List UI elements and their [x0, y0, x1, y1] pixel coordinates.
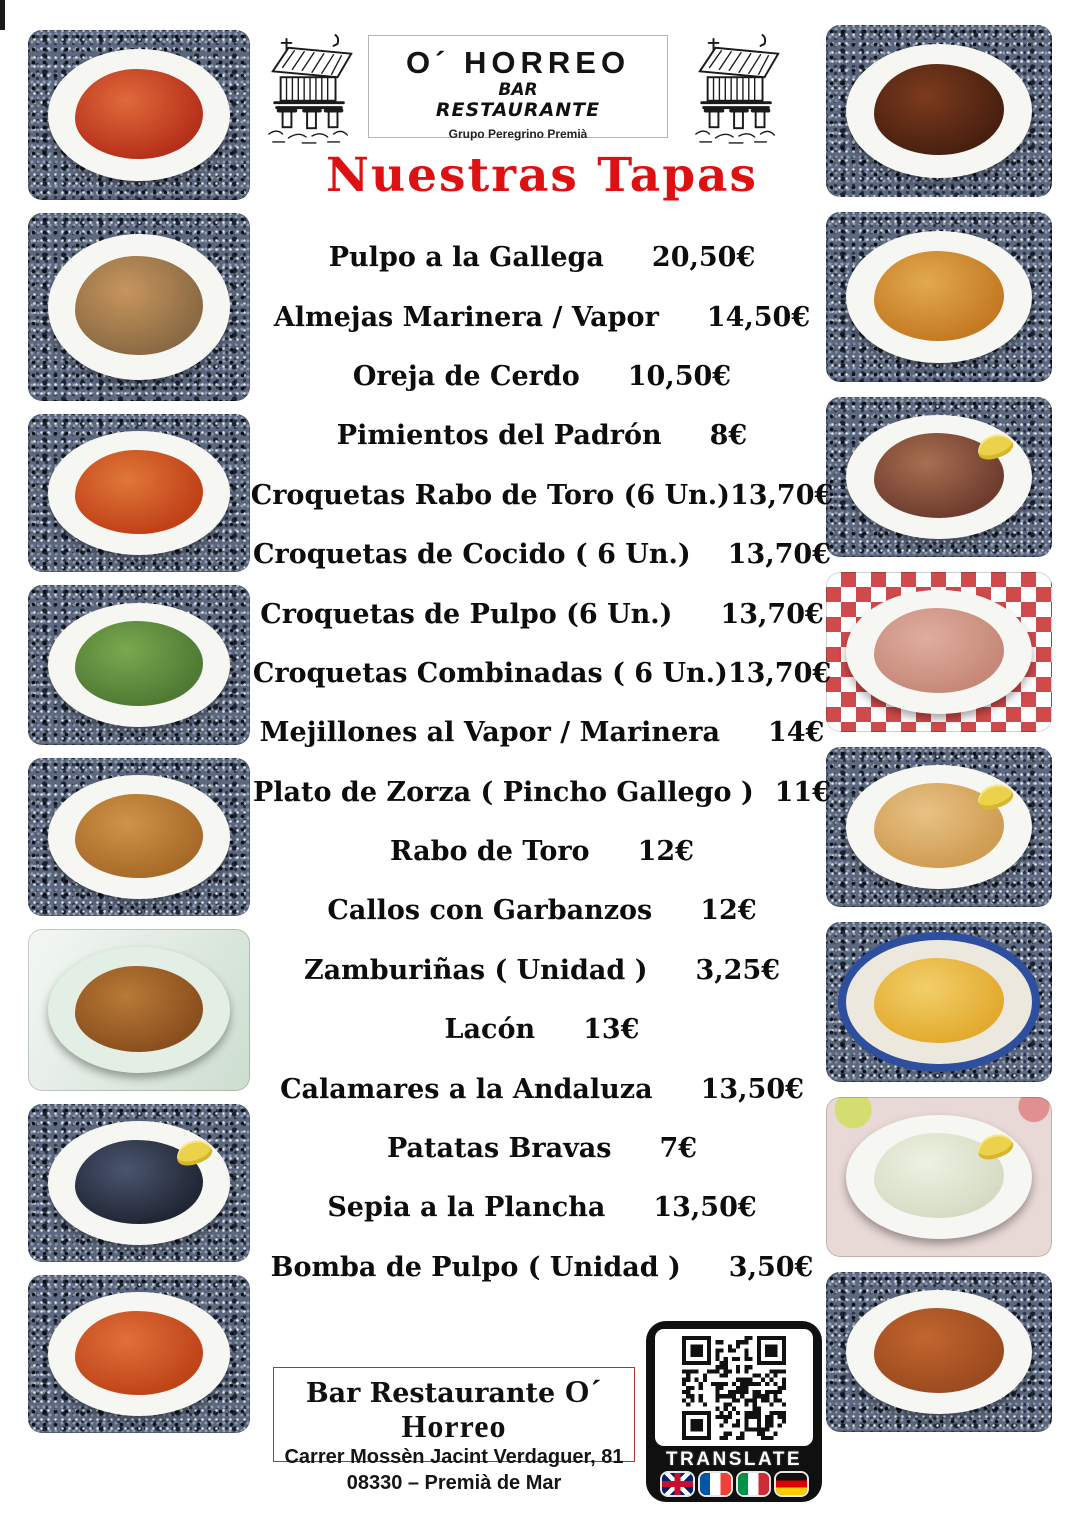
dish-name: Croquetas Combinadas ( 6 Un.)	[252, 657, 728, 689]
menu-item	[253, 703, 831, 762]
plate	[48, 1292, 230, 1415]
dish-name: Zamburiñas ( Unidad )	[303, 954, 648, 986]
dish-price: 14,50€	[706, 301, 811, 333]
dish-name: Callos con Garbanzos	[327, 895, 653, 927]
patatas-bravas-food	[874, 958, 1004, 1043]
photo-croquetas	[28, 758, 250, 916]
lemon-wedge	[974, 780, 1015, 813]
dish-price: 13€	[583, 1014, 640, 1046]
photo-column-left	[28, 30, 250, 1433]
menu-item	[250, 466, 834, 525]
footer-restaurant-name	[274, 1374, 634, 1444]
menu-item	[253, 1119, 831, 1178]
photo-pulpo-a-la-gallega	[28, 30, 250, 200]
almejas-marinera-food	[75, 256, 202, 356]
dish-name: Patatas Bravas	[386, 1133, 612, 1165]
croquetas-food	[75, 794, 202, 878]
dish-price: 13,70€	[727, 657, 832, 689]
dish-price: 10,50€	[627, 360, 732, 392]
dish-price: 11€	[774, 776, 831, 808]
plate	[846, 940, 1031, 1065]
dish-name: Croquetas Rabo de Toro (6 Un.)	[250, 479, 730, 511]
logo-subtitle-bar: BAR	[498, 80, 538, 100]
photo-column-right	[826, 25, 1052, 1432]
qr-code	[655, 1329, 813, 1446]
dish-name: Croquetas de Cocido ( 6 Un.)	[253, 539, 691, 571]
dish-name: Calamares a la Andaluza	[280, 1073, 653, 1105]
dish-name: Pulpo a la Gallega	[328, 242, 604, 274]
menu-item	[253, 1059, 831, 1118]
qr-flags	[662, 1473, 807, 1495]
scan-edge-mark	[0, 0, 5, 30]
bombas-de-pulpo-food	[874, 1308, 1004, 1393]
dish-name: Croquetas de Pulpo (6 Un.)	[260, 598, 673, 630]
plate	[846, 1115, 1031, 1240]
pimientos-del-padron-food	[75, 621, 202, 706]
dish-price: 14€	[767, 717, 825, 749]
menu-item	[253, 1000, 831, 1059]
dish-name: Almejas Marinera / Vapor	[273, 301, 659, 333]
footer-name-gothic: Bar Restaurante	[305, 1378, 556, 1409]
france-flag-icon	[700, 1473, 731, 1495]
plate	[48, 1121, 230, 1244]
dish-price: 13,50€	[653, 1192, 757, 1224]
photo-bombas-de-pulpo	[826, 1272, 1052, 1432]
menu-item	[253, 1238, 831, 1297]
photo-almejas-marinera	[28, 213, 250, 401]
dish-price: 13,70€	[729, 479, 834, 511]
footer-address-line1: Carrer Mossèn Jacint Verdaguer, 81	[284, 1446, 624, 1469]
qr-code-icon	[682, 1336, 786, 1440]
dish-price: 13,50€	[700, 1073, 804, 1105]
menu-list	[250, 228, 834, 1297]
menu-item	[253, 525, 831, 584]
menu-item	[253, 881, 831, 940]
germany-flag-icon	[776, 1473, 807, 1495]
photo-pimientos-del-padron	[28, 585, 250, 745]
lemon-wedge	[974, 430, 1015, 463]
photo-patatas-bravas	[826, 922, 1052, 1082]
menu-item	[253, 1178, 831, 1237]
pulpo-a-la-gallega-food	[75, 69, 202, 159]
translate-qr-block	[646, 1321, 822, 1502]
plate	[846, 231, 1031, 364]
uk-flag-icon	[662, 1473, 693, 1495]
dish-name: Lacón	[444, 1014, 536, 1046]
dish-name: Plato de Zorza ( Pincho Gallego )	[253, 776, 754, 808]
plate	[846, 44, 1031, 178]
photo-calamares-a-la-andaluza	[826, 747, 1052, 907]
plate	[48, 603, 230, 728]
menu-item	[253, 406, 831, 465]
dish-price: 3,25€	[695, 954, 781, 986]
menu-item	[253, 941, 831, 1000]
logo-subtitle-restaurante: RESTAURANTE	[435, 98, 601, 121]
photo-zorza	[28, 1275, 250, 1433]
photo-mejillones-al-vapor	[28, 1104, 250, 1262]
plate	[846, 590, 1031, 715]
plate	[48, 947, 230, 1073]
menu-item	[253, 763, 831, 822]
menu-item	[253, 584, 831, 643]
qr-caption: TRANSLATE	[665, 1449, 803, 1470]
rabo-de-toro-food	[874, 64, 1004, 155]
dish-price: 20,50€	[651, 242, 756, 274]
lemon-wedge	[974, 1130, 1015, 1163]
oreja-de-cerdo-food	[75, 450, 202, 534]
photo-bombas	[28, 929, 250, 1091]
dish-name: Rabo de Toro	[390, 836, 590, 868]
dish-price: 12€	[700, 895, 757, 927]
page-title: Nuestras Tapas	[326, 148, 758, 203]
footer-address-line2: 08330 – Premià de Mar	[346, 1472, 562, 1495]
dish-price: 3,50€	[728, 1251, 814, 1283]
plate	[48, 234, 230, 381]
dish-price: 8€	[709, 420, 748, 452]
menu-item	[253, 822, 831, 881]
bombas-food	[75, 966, 202, 1052]
footer-address-box	[273, 1367, 635, 1495]
menu-item	[253, 644, 831, 703]
dish-price: 12€	[637, 836, 694, 868]
dish-name: Mejillones al Vapor / Marinera	[259, 717, 720, 749]
dish-name: Sepia a la Plancha	[327, 1192, 606, 1224]
plate	[846, 415, 1031, 540]
plate	[48, 49, 230, 182]
plate	[846, 1290, 1031, 1415]
menu-item	[253, 347, 831, 406]
photo-oreja-de-cerdo	[28, 414, 250, 572]
italy-flag-icon	[738, 1473, 769, 1495]
plate	[846, 765, 1031, 890]
dish-name: Oreja de Cerdo	[352, 360, 580, 392]
logo-box	[368, 35, 668, 141]
menu-item	[253, 228, 831, 287]
photo-lacon	[826, 572, 1052, 732]
callos-con-garbanzos-food	[874, 251, 1004, 341]
dish-name: Pimientos del Padrón	[336, 420, 662, 452]
dish-name: Bomba de Pulpo ( Unidad )	[270, 1251, 681, 1283]
dish-price: 13,70€	[720, 598, 824, 630]
plate	[48, 431, 230, 554]
zorza-food	[75, 1311, 202, 1395]
lacon-food	[874, 608, 1004, 693]
dish-price: 13,70€	[727, 539, 831, 571]
plate	[48, 775, 230, 898]
footer-name-serif: O´ Horreo	[401, 1373, 603, 1445]
photo-rabo-de-toro	[826, 25, 1052, 197]
horreo-drawing-right-icon	[690, 32, 788, 145]
menu-item	[253, 287, 831, 346]
photo-callos-con-garbanzos	[826, 212, 1052, 382]
logo-title: O´ HORREO	[405, 45, 631, 80]
photo-sepia-a-la-plancha	[826, 1097, 1052, 1257]
dish-price: 7€	[659, 1133, 698, 1165]
horreo-drawing-left-icon	[263, 32, 361, 145]
logo-group-line: Grupo Peregrino Premià	[448, 126, 588, 141]
photo-zamburinas	[826, 397, 1052, 557]
